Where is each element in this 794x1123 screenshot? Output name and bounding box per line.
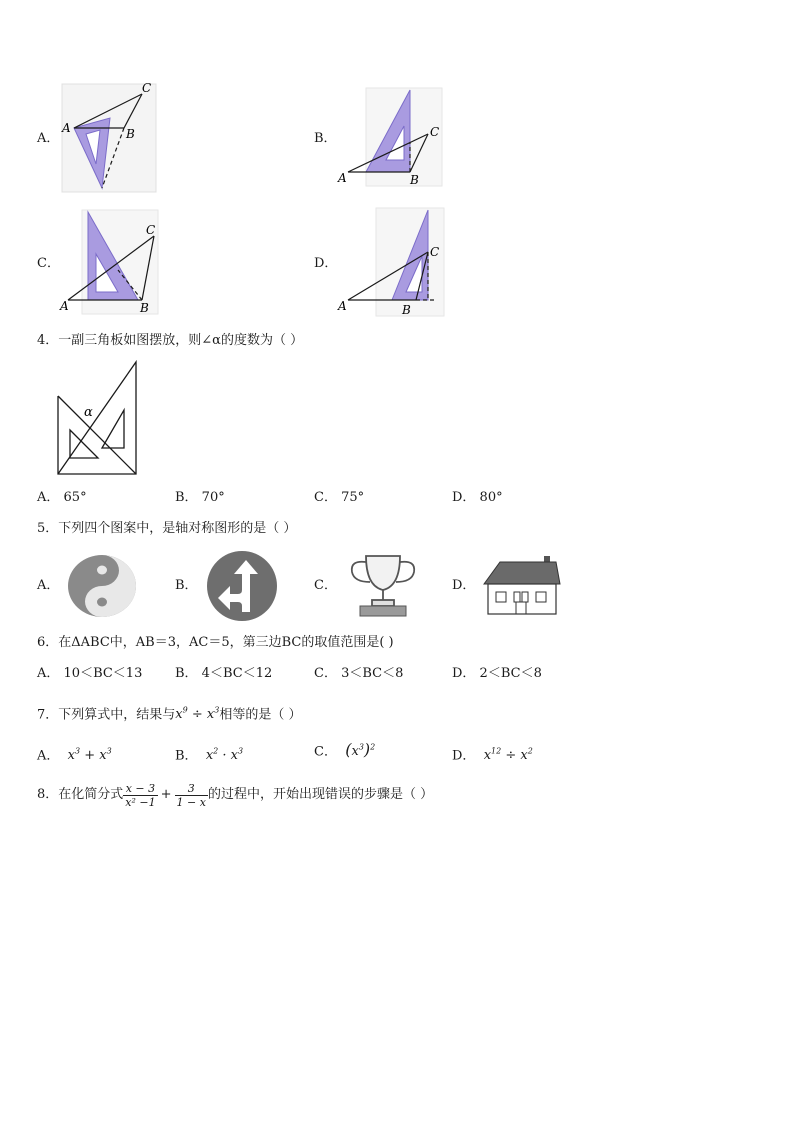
q4-option-d[interactable]: D． 80° <box>452 490 503 505</box>
question-4-text: 4．一副三角板如图摆放，则∠α的度数为（ ） <box>37 333 304 348</box>
q6-option-a[interactable]: A． 10＜BC＜13 <box>37 666 143 681</box>
q4-option-c[interactable]: C． 75° <box>314 490 365 505</box>
q7-option-d[interactable]: D． $x^{12} \div x^2$ <box>452 747 533 764</box>
q4-figure <box>52 358 142 478</box>
q3-figure-d <box>336 206 448 318</box>
q8-fraction-1: $\frac{x - 3}{\text{x² −1}}$ <box>125 781 156 809</box>
q8-fraction-2: $\frac{3}{1 - x}$ <box>176 781 206 809</box>
point-c: C <box>142 81 152 95</box>
q7-option-b[interactable]: B． $x^2 \cdot x^3$ <box>175 747 244 764</box>
svg-text:A: A <box>338 299 347 313</box>
q6-option-d[interactable]: D． 2＜BC＜8 <box>452 666 542 681</box>
point-a: A <box>62 121 71 135</box>
question-6-text: 6．在ΔABC中，AB＝3，AC＝5，第三边BC的取值范围是( ) <box>37 635 394 650</box>
q5-option-c[interactable]: C． <box>314 578 337 593</box>
q6-option-b[interactable]: B． 4＜BC＜12 <box>175 666 273 681</box>
question-8-text: 8．在化简分式 $\frac{x - 3}{\text{x² −1}}$ + $\frac{3}{1 - x}$ 的过程中，开始出现错误的步骤是（ ） <box>37 781 434 809</box>
point-b: B <box>126 127 135 141</box>
option-b-label: B． <box>314 131 337 146</box>
trophy-icon <box>344 552 422 618</box>
q7-option-a[interactable]: A． $x^3 + x^3$ <box>37 747 112 764</box>
svg-text:A: A <box>338 171 347 185</box>
svg-text:C: C <box>430 125 440 139</box>
option-c-label: C． <box>37 256 60 271</box>
svg-text:C: C <box>430 245 440 259</box>
q3-figure-b <box>336 86 446 188</box>
yin-yang-icon <box>66 553 138 619</box>
question-5-text: 5．下列四个图案中，是轴对称图形的是（ ） <box>37 521 297 536</box>
q6-option-c[interactable]: C． 3＜BC＜8 <box>314 666 404 681</box>
q5-option-a[interactable]: A． <box>37 578 60 593</box>
svg-text:B: B <box>402 303 411 317</box>
q3-figure-a <box>60 80 160 195</box>
q5-option-d[interactable]: D． <box>452 578 476 593</box>
q7-expression: $x^9 \div x^3$ <box>175 706 220 723</box>
q4-option-b[interactable]: B． 70° <box>175 490 225 505</box>
svg-text:C: C <box>146 223 156 237</box>
q3-figure-c <box>58 208 162 316</box>
svg-text:B: B <box>140 301 149 315</box>
question-7-text: 7．下列算式中，结果与$x^9 \div x^3$相等的是（ ） <box>37 706 302 723</box>
traffic-sign-icon <box>206 550 278 622</box>
svg-text:B: B <box>410 173 419 187</box>
q4-option-a[interactable]: A． 65° <box>37 490 87 505</box>
option-a-label: A． <box>37 131 60 146</box>
q7-option-c[interactable]: C． $(x^3)^2$ <box>314 740 376 760</box>
q5-option-b[interactable]: B． <box>175 578 198 593</box>
house-icon <box>482 554 562 616</box>
option-d-label: D． <box>314 256 338 271</box>
svg-text:A: A <box>60 299 69 313</box>
alpha-label: α <box>84 405 93 420</box>
